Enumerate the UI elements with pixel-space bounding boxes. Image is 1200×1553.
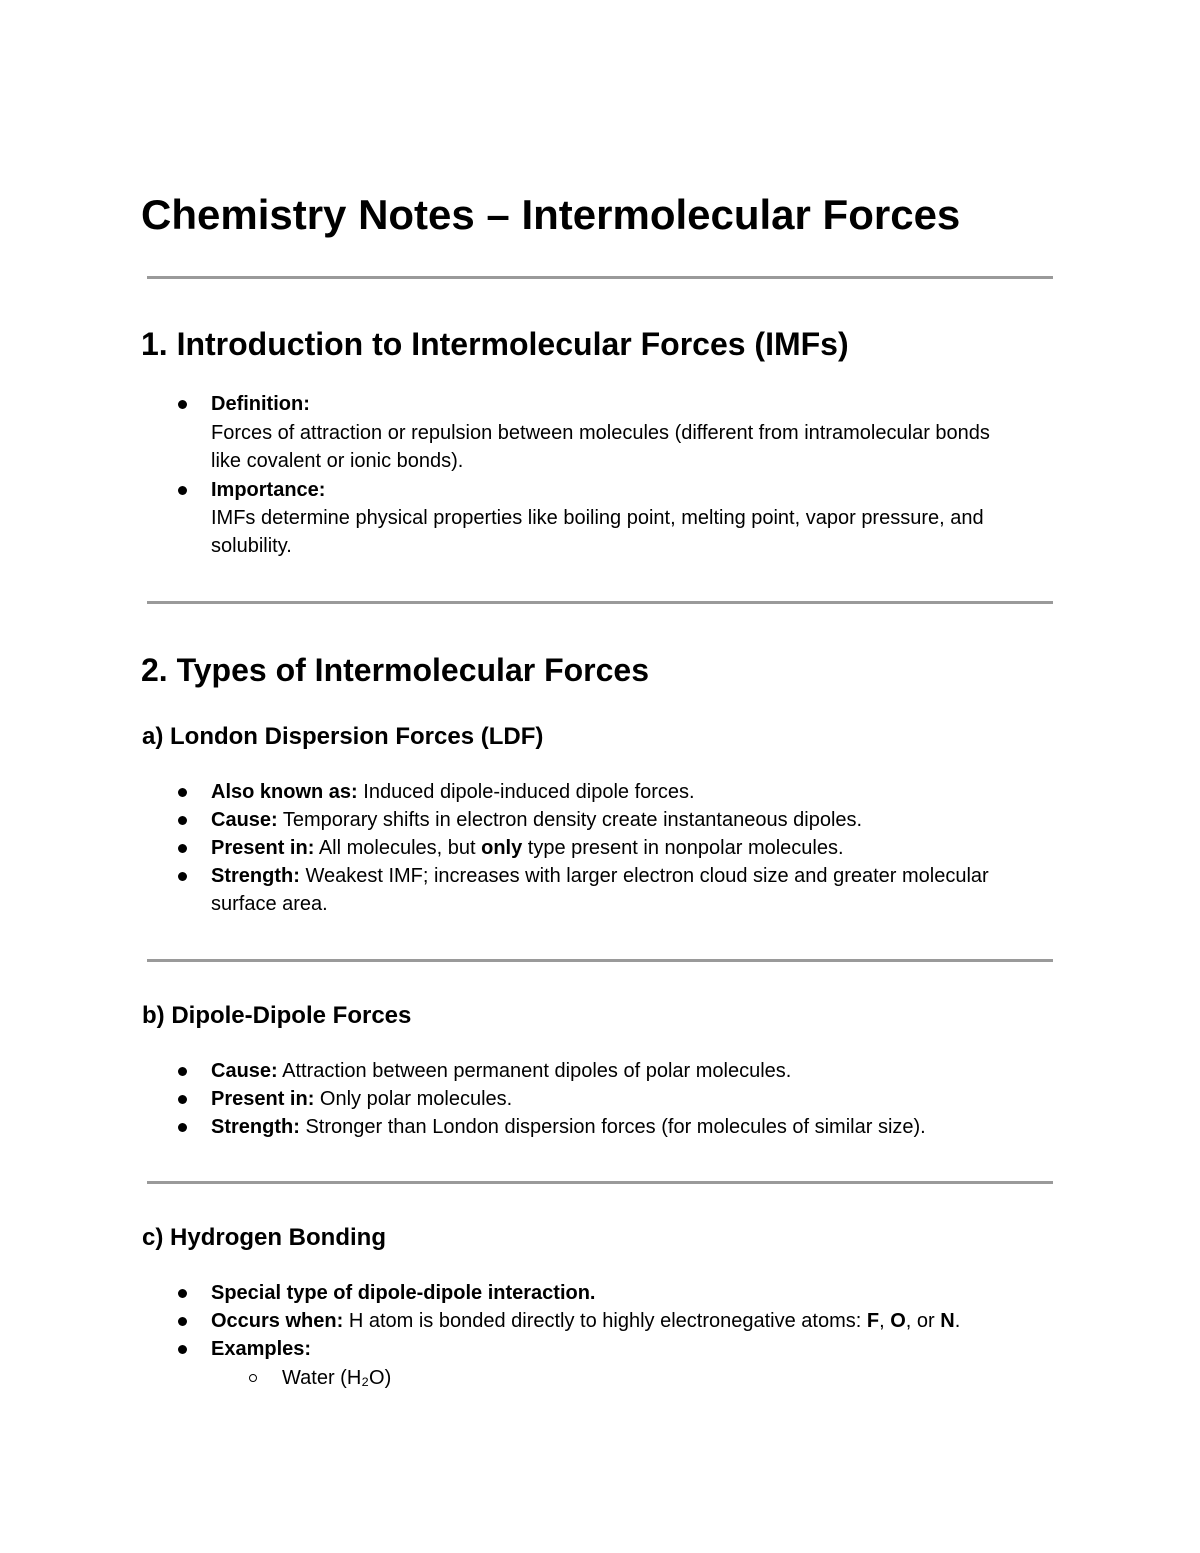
divider — [147, 601, 1053, 604]
bullet-icon — [178, 816, 187, 825]
bullet-icon — [178, 1289, 187, 1298]
hollow-bullet-icon — [249, 1374, 257, 1382]
divider — [147, 1181, 1053, 1184]
hbond-examples-label: Examples: — [211, 1338, 312, 1360]
bullet-icon — [178, 400, 187, 409]
hbond-heading: c) Hydrogen Bonding — [142, 1224, 386, 1251]
bullet-icon — [178, 872, 187, 881]
bullet-icon — [178, 1317, 187, 1326]
page-title: Chemistry Notes – Intermolecular Forces — [141, 191, 961, 238]
dipole-cause: Cause: Attraction between permanent dipoles of polar molecules. — [211, 1060, 792, 1082]
importance-label: Importance: — [211, 479, 326, 501]
ldf-strength: Strength: Weakest IMF; increases with larger electron cloud size and greater molecular — [211, 865, 989, 887]
dipole-strength: Strength: Stronger than London dispersion forces (for molecules of similar size). — [211, 1116, 926, 1138]
ldf-also-known-as: Also known as: Induced dipole-induced dipole forces. — [211, 781, 695, 803]
example-water: Water (H₂O) — [282, 1367, 392, 1389]
bullet-icon — [178, 1067, 187, 1076]
divider — [147, 276, 1053, 279]
dipole-present-in: Present in: Only polar molecules. — [211, 1088, 513, 1110]
bullet-icon — [178, 486, 187, 495]
definition-text-line-2: like covalent or ionic bonds). — [211, 450, 464, 472]
section-1-heading: 1. Introduction to Intermolecular Forces (IMFs) — [141, 326, 849, 362]
ldf-cause: Cause: Temporary shifts in electron density create instantaneous dipoles. — [211, 809, 863, 831]
definition-label: Definition: — [211, 393, 310, 415]
importance-text-line-1: IMFs determine physical properties like boiling point, melting point, vapor pressure, and — [211, 507, 984, 529]
bullet-icon — [178, 844, 187, 853]
bullet-icon — [178, 1095, 187, 1104]
section-2-heading: 2. Types of Intermolecular Forces — [141, 652, 650, 688]
bullet-icon — [178, 788, 187, 797]
definition-text-line-1: Forces of attraction or repulsion between molecules (different from intramolecular bonds — [211, 422, 990, 444]
bullet-icon — [178, 1123, 187, 1132]
divider — [147, 959, 1053, 962]
importance-text-line-2: solubility. — [211, 535, 292, 557]
hbond-occurs-when: Occurs when: H atom is bonded directly to highly electronegative atoms: F, O, or N. — [211, 1310, 961, 1332]
bullet-icon — [178, 1345, 187, 1354]
hbond-special: Special type of dipole-dipole interaction. — [211, 1282, 596, 1304]
ldf-strength-line-2: surface area. — [211, 893, 328, 915]
ldf-heading: a) London Dispersion Forces (LDF) — [142, 723, 544, 750]
ldf-present-in: Present in: All molecules, but only type present in nonpolar molecules. — [211, 837, 844, 859]
dipole-heading: b) Dipole-Dipole Forces — [142, 1002, 412, 1029]
